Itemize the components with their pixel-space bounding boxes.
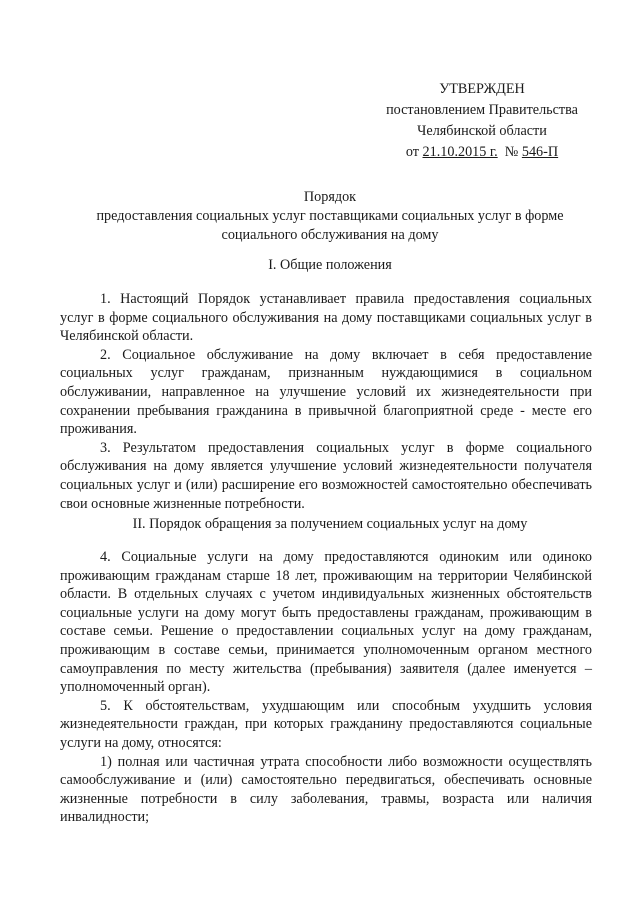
section-body-application <box>60 548 592 827</box>
approval-date: 21.10.2015 г. <box>422 144 498 160</box>
title-subject: предоставления социальных услуг поставщиками социальных услуг в форме социального обслуживания на дому <box>96 208 564 243</box>
approval-line-region: Челябинской области <box>417 123 547 139</box>
paragraph: 4. Социальные услуги на дому предоставляются одиноким или одиноко проживающим гражданам старше 18 лет, проживающим на территории Челябинской области. В отдельных случаях с учетом индивидуальных жизненных обстоятельств социальные услуги на дому могут быть предоставлены гражданам, проживающим в составе семьи. Решение о предоставлении социальных услуг на дому гражданам, проживающим в составе семьи, принимается уполномоченным органом местного самоуправления по месту жительства (пребывания) заявителя (далее именуется – уполномоченный орган). <box>60 549 592 696</box>
approval-title: УТВЕРЖДЕН <box>439 81 525 97</box>
paragraph: 2. Социальное обслуживание на дому включает в себя предоставление социальных услуг гражданам, признанным нуждающимися в социальном обслуживании, направленное на улучшение условий их жизнедеятельности при сохранении пребывания гражданина в привычной благоприятной среде - месте его проживания. <box>60 346 592 438</box>
paragraph: 3. Результатом предоставления социальных услуг в форме социального обслуживания на дому является улучшение условий жизнедеятельности получателя социальных услуг и (или) расширение его возможностей самостоятельно обеспечивать свои основные жизненные потребности. <box>60 439 592 512</box>
section-heading-application: II. Порядок обращения за получением социальных услуг на дому <box>132 516 528 532</box>
approval-line-resolution: постановлением Правительства <box>386 102 578 118</box>
approval-number: 546-П <box>521 144 559 160</box>
approval-prefix: от <box>405 144 419 160</box>
approval-stamp <box>372 79 592 163</box>
section-heading-general: I. Общие положения <box>268 257 392 273</box>
paragraph: 5. К обстоятельствам, ухудшающим или способным ухудшить условия жизнедеятельности граждан, при которых гражданину предоставляются социальные услуги на дому, относятся: <box>60 697 592 751</box>
section-body-general <box>60 290 592 513</box>
paragraph: 1. Настоящий Порядок устанавливает правила предоставления социальных услуг в форме социального обслуживания на дому поставщиками социальных услуг в Челябинской области. <box>60 291 592 345</box>
approval-number-sign: № <box>504 144 519 160</box>
approval-date-line <box>372 142 592 163</box>
document-title <box>60 188 600 245</box>
paragraph: 1) полная или частичная утрата способности либо возможности осуществлять самообслуживание и (или) самостоятельно передвигаться, обеспечивать основные жизненные потребности в силу заболевания, травмы, возраста или наличия инвалидности; <box>60 753 592 826</box>
title-word: Порядок <box>303 189 357 205</box>
